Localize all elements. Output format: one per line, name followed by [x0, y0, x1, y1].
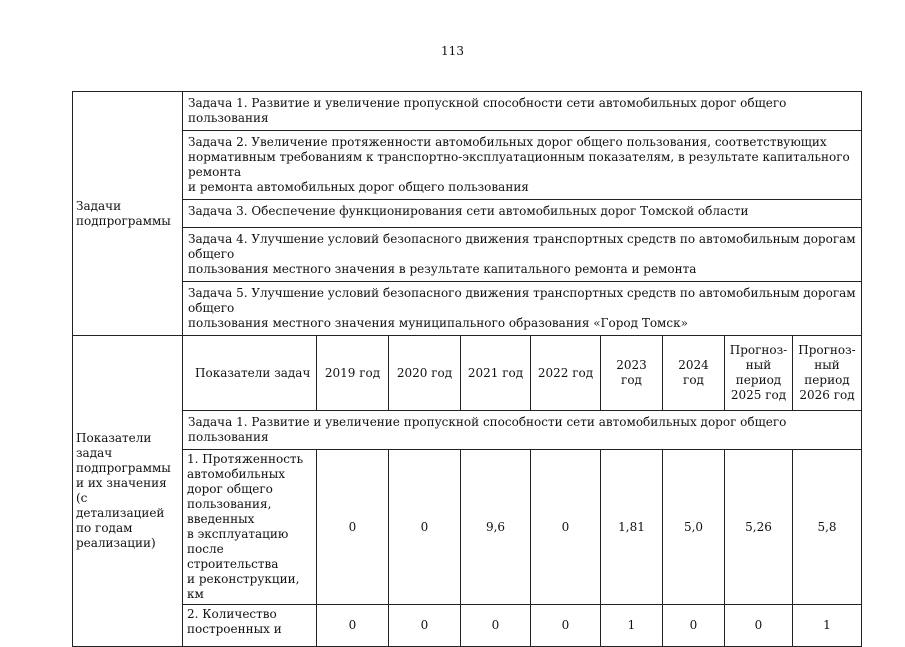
task-row	[73, 92, 862, 131]
value-cell: 5,26	[725, 450, 793, 605]
indicators-task-1: Задача 1. Развитие и увеличение пропускной способности сети автомобильных дорог общего пользования	[183, 411, 862, 450]
table-row	[73, 450, 862, 605]
value-cell: 0	[389, 605, 461, 647]
header-indicators: Показатели задач	[183, 336, 317, 411]
value-cell: 0	[531, 605, 601, 647]
page-number: 113	[441, 44, 464, 58]
header-2021: 2021 год	[461, 336, 531, 411]
indicators-task-row	[73, 411, 862, 450]
value-cell: 0	[461, 605, 531, 647]
value-cell: 0	[389, 450, 461, 605]
value-cell: 0	[725, 605, 793, 647]
header-2023: 2023 год	[601, 336, 663, 411]
indicators-header-row	[73, 336, 862, 411]
header-2024: 2024 год	[663, 336, 725, 411]
value-cell: 1	[793, 605, 862, 647]
header-2019: 2019 год	[317, 336, 389, 411]
task-4: Задача 4. Улучшение условий безопасного движения транспортных средств по автомобильным дорогам общего пользования местного значения в результате капитального ремонта и ремонта	[183, 228, 862, 282]
value-cell: 5,8	[793, 450, 862, 605]
task-3: Задача 3. Обеспечение функционирования сети автомобильных дорог Томской области	[183, 200, 862, 228]
table-row	[73, 605, 862, 647]
header-2026: Прогноз- ный период 2026 год	[793, 336, 862, 411]
value-cell: 0	[531, 450, 601, 605]
tasks-section-label: Задачи подпрограммы	[73, 92, 183, 336]
task-2: Задача 2. Увеличение протяженности автомобильных дорог общего пользования, соответствующих нормативным требованиям к транспортно-эксплуатационным показателям, в результате капитального ремонта и ремонта автомобильных дорог общего пользования	[183, 131, 862, 200]
header-2020: 2020 год	[389, 336, 461, 411]
task-row	[73, 131, 862, 200]
value-cell: 5,0	[663, 450, 725, 605]
task-row	[73, 228, 862, 282]
task-row	[73, 200, 862, 228]
value-cell: 1	[601, 605, 663, 647]
indicators-section-label: Показатели задач подпрограммы и их значения (с детализацией по годам реализации)	[73, 336, 183, 647]
header-2025: Прогноз- ный период 2025 год	[725, 336, 793, 411]
task-row	[73, 282, 862, 336]
value-cell: 9,6	[461, 450, 531, 605]
header-2022: 2022 год	[531, 336, 601, 411]
task-5: Задача 5. Улучшение условий безопасного движения транспортных средств по автомобильным дорогам общего пользования местного значения муниципального образования «Город Томск»	[183, 282, 862, 336]
indicator-label: 2. Количество построенных и	[183, 605, 317, 647]
subprogram-table	[72, 91, 862, 647]
value-cell: 0	[317, 450, 389, 605]
value-cell: 0	[663, 605, 725, 647]
value-cell: 0	[317, 605, 389, 647]
task-1: Задача 1. Развитие и увеличение пропускной способности сети автомобильных дорог общего пользования	[183, 92, 862, 131]
value-cell: 1,81	[601, 450, 663, 605]
indicator-label: 1. Протяженность автомобильных дорог общего пользования, введенных в эксплуатацию после строительства и реконструкции, км	[183, 450, 317, 605]
